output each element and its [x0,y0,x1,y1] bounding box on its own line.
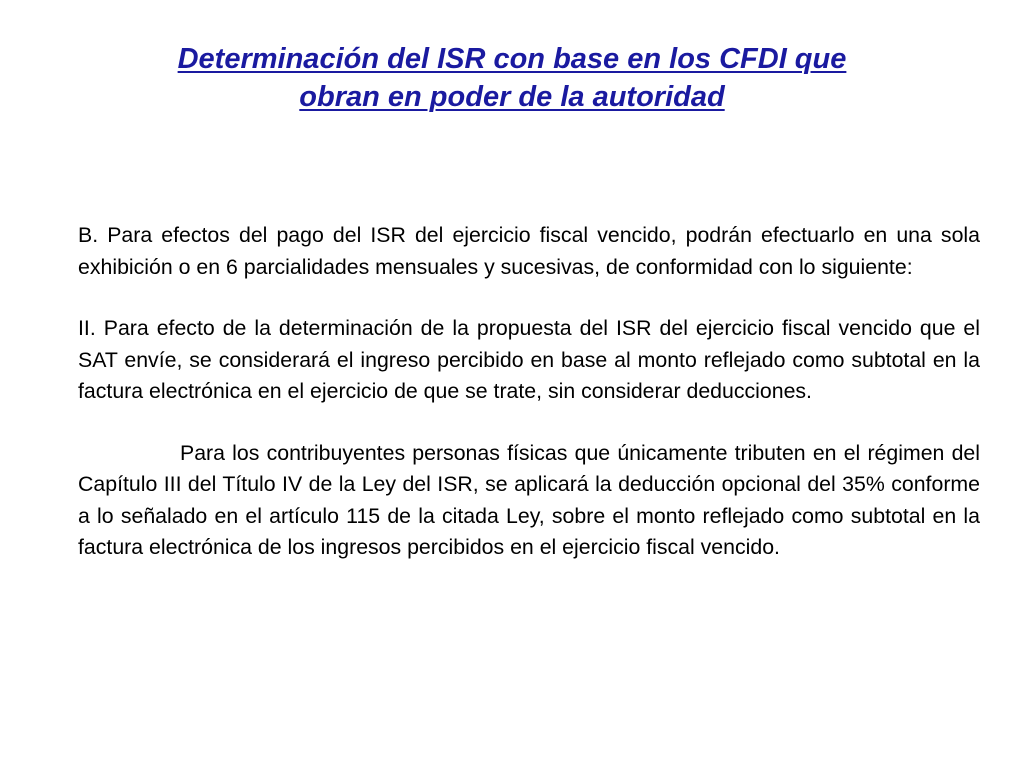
slide-title-line-1: Determinación del ISR con base en los CFDI que [177,43,847,75]
paragraph-section-ii: II. Para efecto de la determinación de la propuesta del ISR del ejercicio fiscal vencido que el SAT envíe, se considerará el ingreso percibido en base al monto reflejado como subtotal en la factura electrónica en el ejercicio de que se trate, sin considerar deducciones. [78,316,980,403]
paragraph-personas-fisicas: Para los contribuyentes personas físicas que únicamente tributen en el régimen del Capítulo III del Título IV de la Ley del ISR, se aplicará la deducción opcional del 35% conforme a lo señalado en el artículo 115 de la citada Ley, sobre el monto reflejado como subtotal en la factura electrónica de los ingresos percibidos en el ejercicio fiscal vencido. [78,440,980,559]
slide-title-line-2: obran en poder de la autoridad [299,81,725,113]
slide-body [78,220,980,594]
paragraph-section-b: B. Para efectos del pago del ISR del ejercicio fiscal vencido, podrán efectuarlo en una sola exhibición o en 6 parcialidades mensuales y sucesivas, de conformidad con lo siguiente: [78,223,980,279]
slide-title [60,40,964,116]
